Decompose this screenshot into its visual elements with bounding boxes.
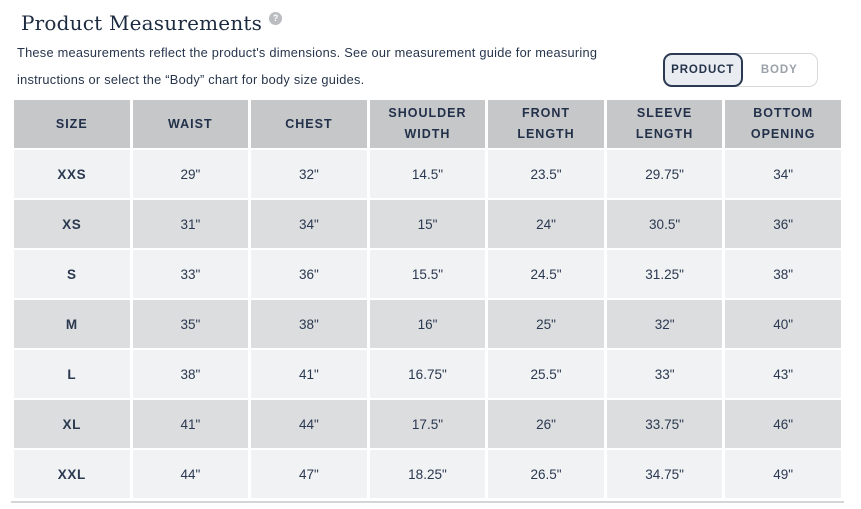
- size-cell: S: [14, 250, 130, 298]
- measurement-cell: 32": [607, 300, 723, 348]
- column-header: SLEEVE LENGTH: [607, 100, 723, 148]
- page-title: Product Measurements: [21, 11, 263, 35]
- measurement-cell: 36": [251, 250, 367, 298]
- measurement-cell: 33": [607, 350, 723, 398]
- size-cell: XXS: [14, 150, 130, 198]
- table-row: [14, 200, 841, 248]
- measurement-cell: 34.75": [607, 450, 723, 498]
- measurement-cell: 23.5": [488, 150, 604, 198]
- measurement-cell: 24.5": [488, 250, 604, 298]
- measurement-cell: 29": [133, 150, 249, 198]
- measurements-table: [11, 98, 844, 500]
- size-cell: M: [14, 300, 130, 348]
- column-header: FRONT LENGTH: [488, 100, 604, 148]
- table-row: [14, 350, 841, 398]
- measurement-cell: 25": [488, 300, 604, 348]
- table-row: [14, 250, 841, 298]
- measurement-cell: 16": [370, 300, 486, 348]
- measurement-cell: 38": [251, 300, 367, 348]
- measurement-cell: 40": [725, 300, 841, 348]
- size-cell: XXL: [14, 450, 130, 498]
- info-icon[interactable]: ?: [269, 12, 282, 25]
- measurement-cell: 33": [133, 250, 249, 298]
- measurement-cell: 38": [725, 250, 841, 298]
- measurement-cell: 35": [133, 300, 249, 348]
- measurements-description: These measurements reflect the product's dimensions. See our measurement guide for measuring instructions or select the “Body” chart for body size guides.: [17, 45, 598, 87]
- table-header-row: [14, 100, 841, 148]
- measurement-cell: 33.75": [607, 400, 723, 448]
- measurement-cell: 26.5": [488, 450, 604, 498]
- size-cell: XL: [14, 400, 130, 448]
- column-header: CHEST: [251, 100, 367, 148]
- size-cell: L: [14, 350, 130, 398]
- measurement-cell: 14.5": [370, 150, 486, 198]
- table-row: [14, 300, 841, 348]
- measurement-cell: 18.25": [370, 450, 486, 498]
- column-header: WAIST: [133, 100, 249, 148]
- measurement-cell: 29.75": [607, 150, 723, 198]
- measurement-cell: 15.5": [370, 250, 486, 298]
- column-header: SIZE: [14, 100, 130, 148]
- table-row: [14, 450, 841, 498]
- measurement-cell: 36": [725, 200, 841, 248]
- measurement-cell: 44": [133, 450, 249, 498]
- table-body: [14, 150, 841, 498]
- measurement-cell: 26": [488, 400, 604, 448]
- measurement-cell: 34": [725, 150, 841, 198]
- measurement-cell: 38": [133, 350, 249, 398]
- measurement-cell: 44": [251, 400, 367, 448]
- measurement-cell: 49": [725, 450, 841, 498]
- column-header: SHOULDER WIDTH: [370, 100, 486, 148]
- measurement-cell: 31": [133, 200, 249, 248]
- measurements-table-container: [11, 98, 844, 503]
- measurement-cell: 30.5": [607, 200, 723, 248]
- measurement-cell: 41": [133, 400, 249, 448]
- product-toggle-button[interactable]: PRODUCT: [663, 53, 743, 87]
- measurement-cell: 47": [251, 450, 367, 498]
- measurement-cell: 25.5": [488, 350, 604, 398]
- measurement-cell: 16.75": [370, 350, 486, 398]
- measurement-cell: 31.25": [607, 250, 723, 298]
- table-row: [14, 150, 841, 198]
- chart-type-toggle: [663, 53, 818, 87]
- measurement-cell: 46": [725, 400, 841, 448]
- measurement-cell: 41": [251, 350, 367, 398]
- size-cell: XS: [14, 200, 130, 248]
- measurement-cell: 17.5": [370, 400, 486, 448]
- table-row: [14, 400, 841, 448]
- measurement-cell: 24": [488, 200, 604, 248]
- measurement-cell: 15": [370, 200, 486, 248]
- measurement-cell: 43": [725, 350, 841, 398]
- measurement-cell: 32": [251, 150, 367, 198]
- column-header: BOTTOM OPENING: [725, 100, 841, 148]
- measurement-cell: 34": [251, 200, 367, 248]
- body-toggle-button[interactable]: BODY: [760, 64, 798, 76]
- page-header: [21, 11, 861, 35]
